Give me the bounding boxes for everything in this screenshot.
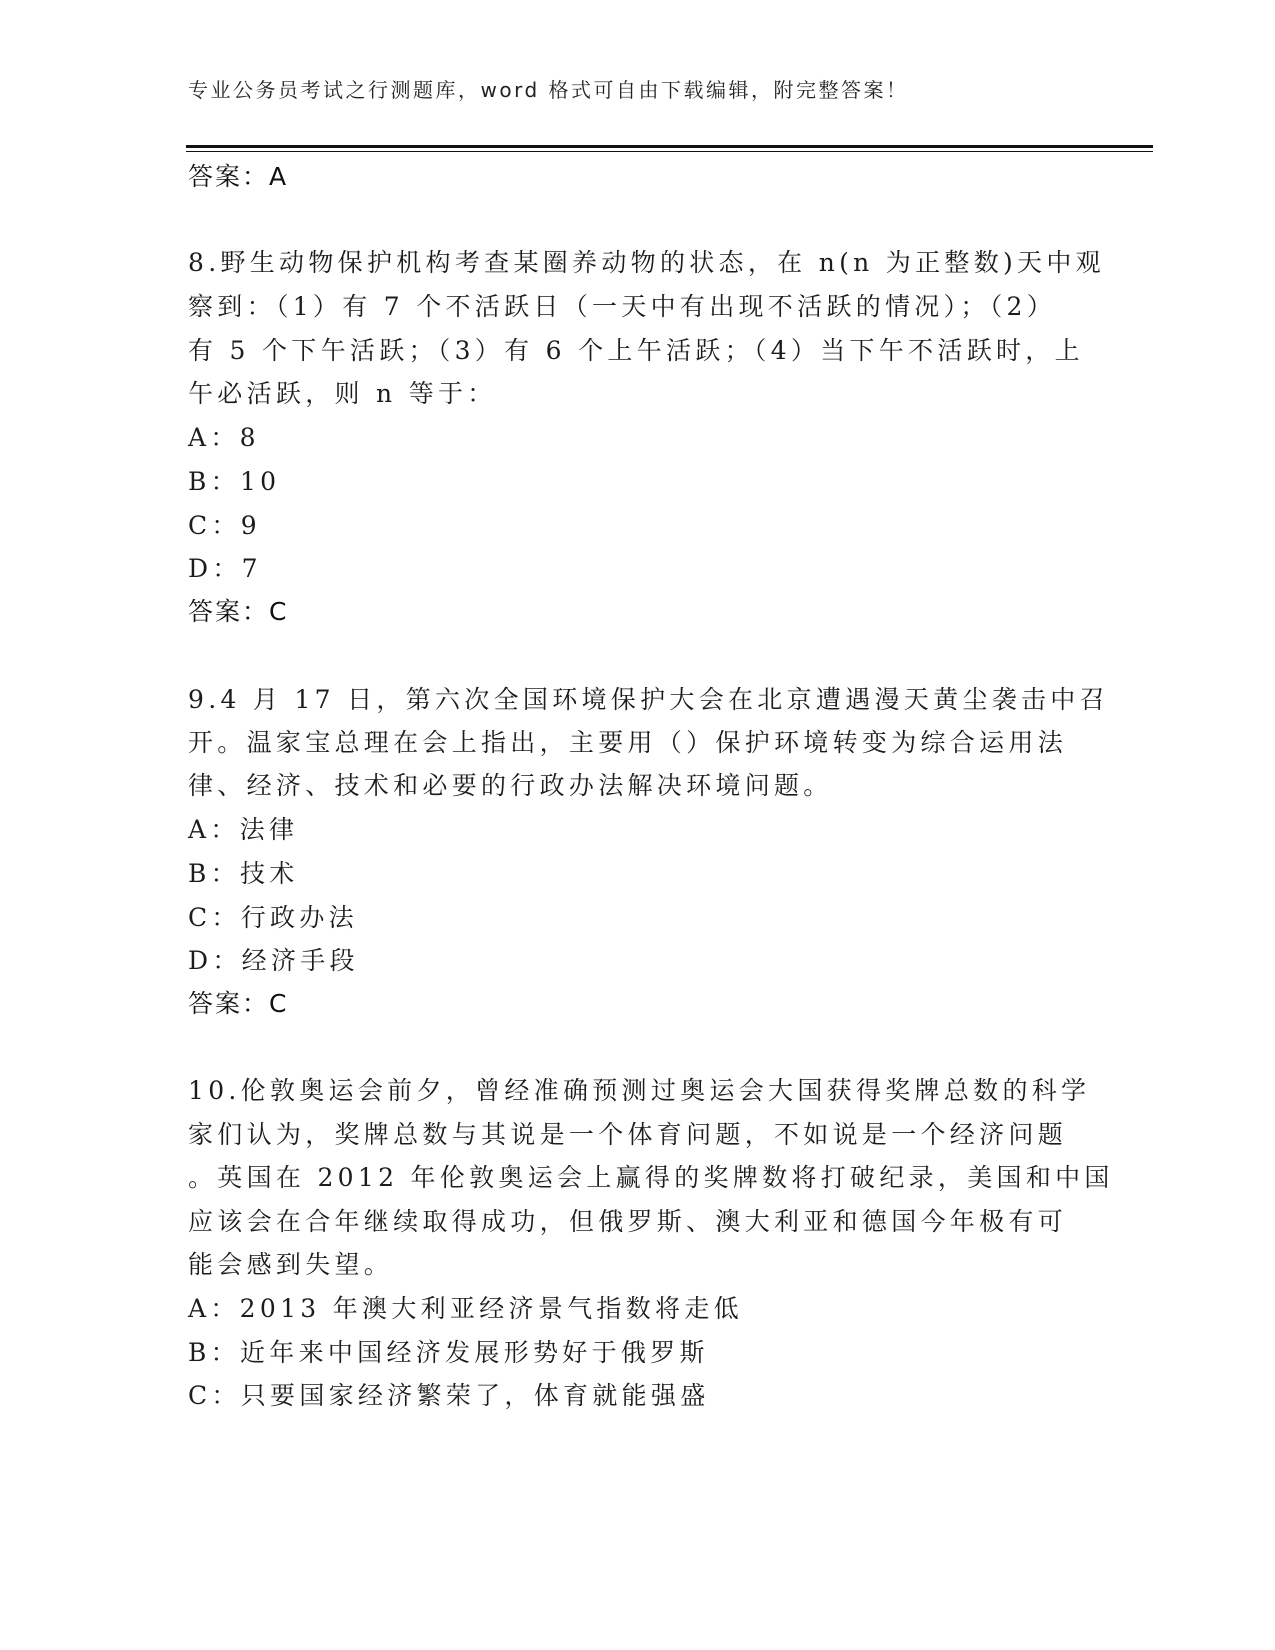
answer-q7: 答案：A [188, 162, 289, 191]
option-d: D：7 [188, 554, 262, 583]
option-c: C：行政办法 [188, 903, 358, 932]
header-divider-thin [186, 151, 1153, 152]
question-stem-line: 开。温家宝总理在会上指出，主要用（）保护环境转变为综合运用法 [188, 728, 1068, 757]
question-stem-line: 10.伦敦奥运会前夕，曾经准确预测过奥运会大国获得奖牌总数的科学 [188, 1076, 1091, 1105]
question-stem-line: 家们认为，奖牌总数与其说是一个体育问题，不如说是一个经济问题 [188, 1120, 1068, 1149]
question-stem-line: 午必活跃，则 n 等于： [188, 379, 497, 408]
question-stem-line: 察到：（1）有 7 个不活跃日（一天中有出现不活跃的情况）；（2） [188, 292, 1057, 321]
answer-q9: 答案：C [188, 989, 289, 1018]
question-stem-line: 。英国在 2012 年伦敦奥运会上赢得的奖牌数将打破纪录，美国和中国 [188, 1163, 1114, 1192]
answer-q8: 答案：C [188, 597, 289, 626]
question-stem-line: 9.4 月 17 日，第六次全国环境保护大会在北京遭遇漫天黄尘袭击中召 [188, 685, 1109, 714]
option-b: B：技术 [188, 859, 299, 888]
option-b: B：10 [188, 467, 281, 496]
option-c: C：只要国家经济繁荣了，体育就能强盛 [188, 1381, 710, 1410]
option-a: A：法律 [188, 815, 299, 844]
question-stem-line: 应该会在合年继续取得成功，但俄罗斯、澳大利亚和德国今年极有可 [188, 1207, 1068, 1236]
option-a: A：2013 年澳大利亚经济景气指数将走低 [188, 1294, 743, 1323]
question-stem-line: 能会感到失望。 [188, 1250, 394, 1279]
option-b: B：近年来中国经济发展形势好于俄罗斯 [188, 1338, 709, 1367]
question-stem-line: 8.野生动物保护机构考查某圈养动物的状态，在 n(n 为正整数)天中观 [188, 248, 1105, 277]
option-c: C：9 [188, 511, 261, 540]
question-stem-line: 律、经济、技术和必要的行政办法解决环境问题。 [188, 771, 833, 800]
question-stem-line: 有 5 个下午活跃；（3）有 6 个上午活跃；（4）当下午不活跃时，上 [188, 336, 1084, 365]
option-d: D：经济手段 [188, 946, 359, 975]
page-header-text: 专业公务员考试之行测题库，word 格式可自由下载编辑，附完整答案！ [188, 78, 909, 102]
header-divider [186, 145, 1153, 148]
option-a: A：8 [188, 423, 260, 452]
